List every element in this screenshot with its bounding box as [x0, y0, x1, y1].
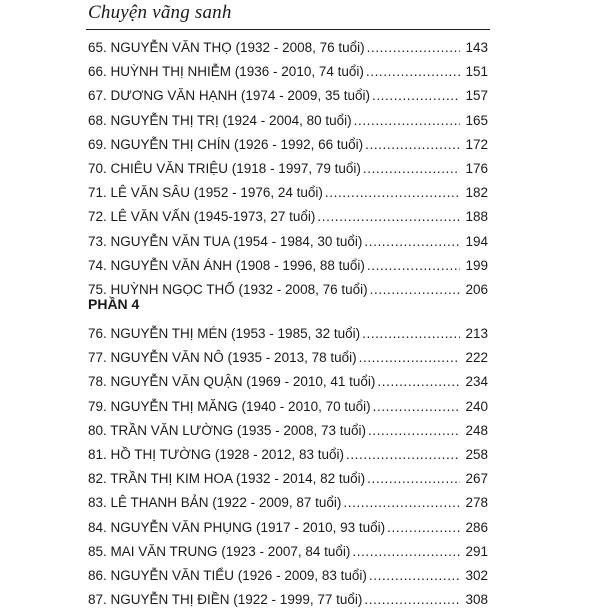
toc-entry [88, 234, 488, 258]
dot-leader [367, 258, 460, 273]
toc-entry [88, 185, 488, 209]
toc-entry-title: 66. HUỲNH THỊ NHIỄM (1936 - 2010, 74 tuổi) [88, 64, 364, 80]
toc-entry-title: 79. NGUYỄN THỊ MĂNG (1940 - 2010, 70 tuổi) [88, 398, 371, 414]
toc-entry-page-number: 308 [465, 592, 488, 608]
dot-leader [366, 64, 460, 79]
toc-entry [88, 113, 488, 137]
toc-entry-title: 81. HỒ THỊ TƯỜNG (1928 - 2012, 83 tuổi) [88, 446, 344, 462]
dot-leader [369, 568, 460, 583]
toc-entry-title: 76. NGUYỄN THỊ MÉN (1953 - 1985, 32 tuổi) [88, 326, 361, 341]
toc-entry-page-number: 291 [465, 543, 488, 559]
toc-entry-page-number: 267 [465, 471, 488, 487]
dot-leader [370, 282, 460, 297]
toc-entry [88, 568, 488, 592]
dot-leader [372, 88, 460, 103]
toc-entry [88, 544, 488, 568]
toc-entry [88, 399, 488, 423]
toc-entry-title: 84. NGUYỄN VĂN PHỤNG (1917 - 2010, 93 tuổi) [88, 519, 386, 535]
dot-leader [368, 423, 460, 438]
toc-entry [88, 423, 488, 447]
toc-entry [88, 326, 488, 350]
dot-leader [363, 161, 460, 176]
toc-entry-title: 75. HUỲNH NGỌC THỐ (1932 - 2008, 76 tuổi) [88, 281, 368, 297]
toc-entry-page-number: 151 [465, 64, 488, 80]
toc-entry-title: 85. MAI VĂN TRUNG (1923 - 2007, 84 tuổi) [88, 543, 351, 559]
toc-entry [88, 88, 488, 112]
toc-entry-page-number: 213 [465, 326, 488, 341]
toc-entry-page-number: 286 [465, 519, 488, 535]
toc-entry-title: 65. NGUYỄN VĂN THỌ (1932 - 2008, 76 tuổi) [88, 40, 365, 55]
toc-entry-page-number: 165 [465, 112, 488, 128]
toc-entry-title: 86. NGUYỄN VĂN TIỂU (1926 - 2009, 83 tuổi) [88, 567, 367, 583]
toc-entry-title: 67. DƯƠNG VĂN HẠNH (1974 - 2009, 35 tuổi) [88, 88, 370, 104]
dot-leader [352, 544, 460, 559]
toc-entry [88, 471, 488, 495]
toc-entry-title: 77. NGUYỄN VĂN NÔ (1935 - 2013, 78 tuổi) [88, 350, 357, 366]
toc-entry-title: 70. CHIÊU VĂN TRIỆU (1918 - 1997, 79 tuổi) [88, 160, 361, 176]
dot-leader [362, 326, 460, 341]
toc-entry-title: 78. NGUYỄN VĂN QUẬN (1969 - 2010, 41 tuổi) [88, 374, 376, 390]
toc-entry-title: 69. NGUYỄN THỊ CHÍN (1926 - 1992, 66 tuổi) [88, 136, 364, 152]
toc-entry [88, 447, 488, 471]
toc-entry-page-number: 234 [465, 374, 488, 390]
toc-entry-title: 71. LÊ VĂN SÂU (1952 - 1976, 24 tuổi) [88, 185, 323, 201]
dot-leader [317, 209, 460, 224]
toc-entry [88, 209, 488, 233]
dot-leader [387, 520, 460, 535]
toc-entry-page-number: 176 [465, 160, 488, 176]
toc-entry [88, 40, 488, 64]
toc-entry-title: 82. TRẦN THỊ KIM HOA (1932 - 2014, 82 tuổi) [88, 471, 366, 487]
dot-leader [364, 234, 460, 249]
toc-entry [88, 161, 488, 185]
dot-leader [373, 399, 460, 414]
dot-leader [359, 350, 460, 365]
toc-entry-page-number: 248 [465, 422, 488, 438]
toc-entry-page-number: 143 [465, 40, 488, 55]
toc-entry-page-number: 194 [465, 233, 488, 249]
toc-list-part4 [88, 326, 488, 616]
toc-entry [88, 258, 488, 282]
section-heading-part-4: PHẦN 4 [88, 296, 140, 312]
toc-entry-title: 87. NGUYỄN THỊ ĐIỀN (1922 - 1999, 77 tuổi) [88, 592, 363, 608]
toc-entry-page-number: 157 [465, 88, 488, 104]
dot-leader [354, 113, 460, 128]
header-rule [86, 29, 490, 30]
toc-entry-page-number: 240 [465, 398, 488, 414]
toc-entry [88, 350, 488, 374]
dot-leader [325, 185, 460, 200]
toc-entry [88, 495, 488, 519]
dot-leader [365, 137, 460, 152]
toc-entry-title: 74. NGUYỄN VĂN ÁNH (1908 - 1996, 88 tuổi) [88, 257, 365, 273]
toc-entry-title: 73. NGUYỄN VĂN TUA (1954 - 1984, 30 tuổi) [88, 233, 363, 249]
toc-entry-title: 68. NGUYỄN THỊ TRỊ (1924 - 2004, 80 tuổi) [88, 112, 352, 128]
toc-entry-page-number: 199 [465, 257, 488, 273]
toc-entry-page-number: 172 [465, 136, 488, 152]
toc-entry-title: 80. TRẦN VĂN LƯỜNG (1935 - 2008, 73 tuổi) [88, 422, 366, 438]
toc-entry-page-number: 182 [465, 185, 488, 201]
toc-entry-page-number: 206 [465, 281, 488, 297]
toc-entry-page-number: 258 [465, 446, 488, 462]
toc-entry [88, 520, 488, 544]
toc-entry-page-number: 302 [465, 567, 488, 583]
dot-leader [367, 471, 460, 486]
toc-entry [88, 374, 488, 398]
toc-list-part3 [88, 40, 488, 306]
toc-entry-page-number: 278 [465, 495, 488, 511]
dot-leader [343, 495, 460, 510]
dot-leader [346, 447, 460, 462]
toc-entry [88, 137, 488, 161]
toc-entry-page-number: 222 [465, 350, 488, 366]
dot-leader [377, 374, 460, 389]
toc-entry-title: 83. LÊ THANH BẢN (1922 - 2009, 87 tuổi) [88, 495, 342, 511]
toc-entry [88, 282, 488, 306]
toc-entry-title: 72. LÊ VĂN VẤN (1945-1973, 27 tuổi) [88, 209, 316, 225]
toc-entry [88, 592, 488, 616]
toc-entry-page-number: 188 [465, 209, 488, 225]
dot-leader [367, 40, 460, 55]
running-header: Chuyện vãng sanh [88, 2, 232, 23]
toc-entry [88, 64, 488, 88]
